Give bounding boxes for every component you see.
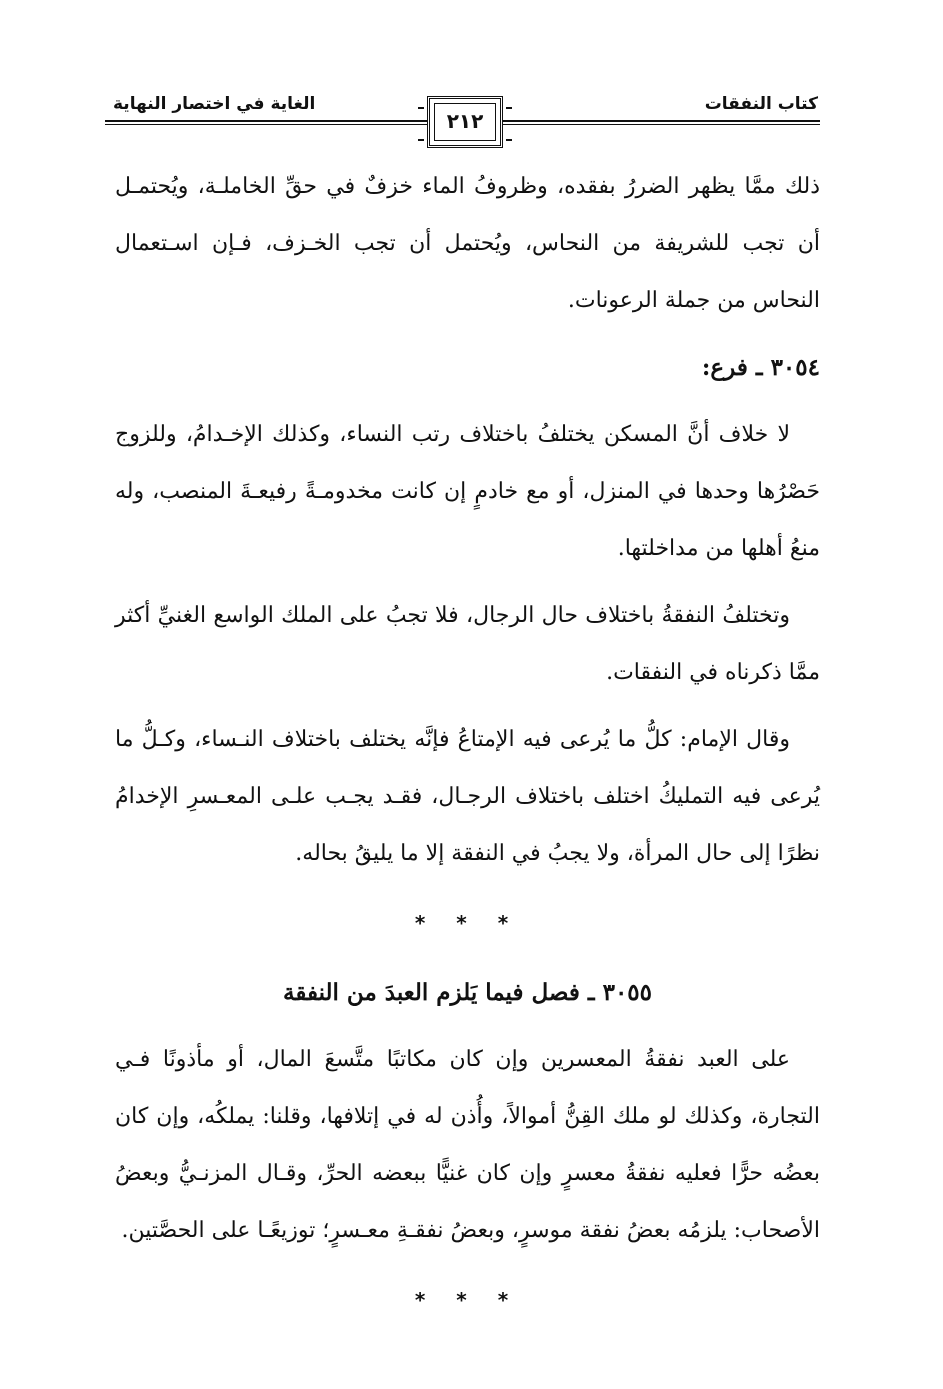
section-separator: * * *: [414, 911, 521, 935]
page-number: ٢١٢: [446, 109, 484, 133]
paragraph-5: على العبد نفقةُ المعسرين وإن كان مكاتبًا متَّسعَ المال، أو مأذونًا فـي التجارة، وكذلك لو ملك القِنُّ أموالاً، وأُذن له في إتلافها، وقلنا: يملكُه، وإن كان بعضُه حرًّا فعليه نفقةُ معسرٍ وإن كان غنيًّا ببعضه الحرِّ، وقـال المزنـيُّ وبعضُ الأصحاب: يلزمُه بعضُ نفقة موسرٍ، وبعضُ نفقـةِ معـسرٍ؛ توزيعًـا على الحصَّتين.: [115, 1047, 820, 1243]
running-header: [105, 84, 820, 154]
paragraph-1: ذلك ممَّا يظهر الضررُ بفقده، وظروفُ الماء خزفٌ في حقِّ الخاملـة، ويُحتمـل أن تجب للشريفة من النحاس، ويُحتمل أن تجب الخـزف، فـإن اسـتعمال النحاس من جملة الرعونات.: [115, 174, 820, 313]
page-number-frame: [427, 96, 503, 148]
frame-ornament-right-icon: [506, 107, 512, 141]
paragraph-2: لا خلاف أنَّ المسكن يختلفُ باختلاف رتب النساء، وكذلك الإخـدامُ، وللزوج حَصْرُها وحدها في المنزل، أو مع خادمٍ إن كانت مخدومـةً رفيعـةَ المنصب، وله منعُ أهلها من مداخلتها.: [115, 422, 820, 561]
paragraph-3: وتختلفُ النفقةُ باختلاف حال الرجال، فلا تجبُ على الملك الواسع الغنيِّ أكثر ممَّا ذكرناه في النفقات.: [115, 603, 820, 685]
end-separator: * * *: [414, 1288, 521, 1312]
chapter-heading-3055: ٣٠٥٥ ـ فصل فيما يَلزم العبدَ من النفقة: [282, 979, 653, 1006]
frame-ornament-left-icon: [418, 107, 424, 141]
book-title: الغاية في اختصار النهاية: [113, 94, 316, 114]
paragraph-4: وقال الإمام: كلُّ ما يُرعى فيه الإمتاعُ فإنَّه يختلف باختلاف النـساء، وكـلُّ ما يُرعى فيه التمليكُ اختلف باختلاف الرجـال، فقـد يجـب علـى المعـسرِ الإخدامُ نظرًا إلى حال المرأة، ولا يجبُ في النفقة إلا ما يليقُ بحاله.: [115, 727, 820, 866]
chapter-title: كتاب النفقات: [704, 94, 818, 114]
page-body: [115, 158, 820, 1325]
section-heading-3054: ٣٠٥٤ ـ فرع:: [701, 354, 820, 381]
